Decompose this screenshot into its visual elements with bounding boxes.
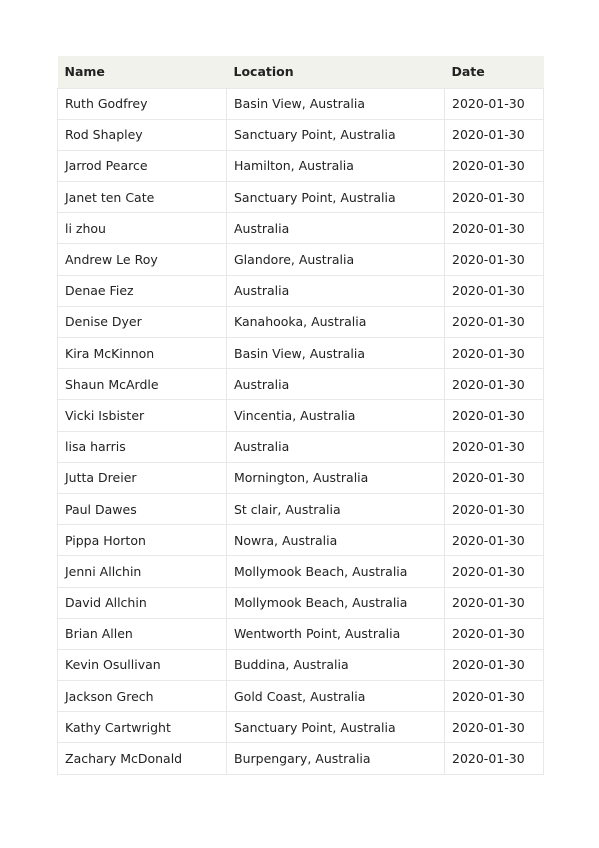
cell-date: 2020-01-30 [445,400,544,431]
cell-date: 2020-01-30 [445,306,544,337]
table-body [58,88,544,774]
cell-location: Sanctuary Point, Australia [227,119,445,150]
cell-location: Hamilton, Australia [227,150,445,181]
cell-name: Brian Allen [58,618,227,649]
cell-date: 2020-01-30 [445,681,544,712]
cell-location: Basin View, Australia [227,88,445,119]
cell-location: Australia [227,431,445,462]
table-row [58,306,544,337]
cell-location: Burpengary, Australia [227,743,445,774]
cell-name: Jackson Grech [58,681,227,712]
cell-name: Kira McKinnon [58,338,227,369]
header-name: Name [64,64,105,80]
cell-name: Andrew Le Roy [58,244,227,275]
cell-name: Kevin Osullivan [58,649,227,680]
table-row [58,743,544,774]
cell-date: 2020-01-30 [445,618,544,649]
table-row [58,182,544,213]
cell-name: Ruth Godfrey [58,88,227,119]
cell-date: 2020-01-30 [445,338,544,369]
cell-name: Jenni Allchin [58,556,227,587]
table-row [58,150,544,181]
cell-date: 2020-01-30 [445,556,544,587]
cell-date: 2020-01-30 [445,275,544,306]
table-row [58,400,544,431]
table-header [58,56,544,88]
cell-date: 2020-01-30 [445,150,544,181]
cell-name: lisa harris [58,431,227,462]
table-row [58,525,544,556]
cell-name: Kathy Cartwright [58,712,227,743]
cell-name: Denise Dyer [58,306,227,337]
header-location: Location [233,64,294,80]
cell-date: 2020-01-30 [445,213,544,244]
cell-date: 2020-01-30 [445,587,544,618]
table-row [58,649,544,680]
cell-date: 2020-01-30 [445,743,544,774]
cell-name: Vicki Isbister [58,400,227,431]
cell-name: Pippa Horton [58,525,227,556]
signatures-table-container [57,56,543,775]
cell-date: 2020-01-30 [445,712,544,743]
table-row [58,88,544,119]
table-row [58,369,544,400]
cell-location: Gold Coast, Australia [227,681,445,712]
cell-name: Rod Shapley [58,119,227,150]
table-row [58,338,544,369]
table-row [58,712,544,743]
table-row [58,462,544,493]
table-row [58,431,544,462]
cell-location: Mornington, Australia [227,462,445,493]
table-row [58,618,544,649]
cell-name: li zhou [58,213,227,244]
cell-name: David Allchin [58,587,227,618]
cell-date: 2020-01-30 [445,88,544,119]
cell-name: Paul Dawes [58,493,227,524]
cell-date: 2020-01-30 [445,244,544,275]
cell-name: Zachary McDonald [58,743,227,774]
table-header-row [58,56,544,88]
cell-date: 2020-01-30 [445,462,544,493]
table-row [58,119,544,150]
cell-date: 2020-01-30 [445,431,544,462]
cell-location: Australia [227,275,445,306]
cell-date: 2020-01-30 [445,525,544,556]
cell-location: Buddina, Australia [227,649,445,680]
cell-location: Sanctuary Point, Australia [227,182,445,213]
cell-location: Sanctuary Point, Australia [227,712,445,743]
cell-location: Basin View, Australia [227,338,445,369]
cell-name: Jutta Dreier [58,462,227,493]
cell-location: Vincentia, Australia [227,400,445,431]
cell-location: Mollymook Beach, Australia [227,587,445,618]
cell-date: 2020-01-30 [445,493,544,524]
cell-location: Australia [227,369,445,400]
cell-location: Kanahooka, Australia [227,306,445,337]
cell-location: Mollymook Beach, Australia [227,556,445,587]
cell-location: Glandore, Australia [227,244,445,275]
cell-name: Denae Fiez [58,275,227,306]
cell-name: Janet ten Cate [58,182,227,213]
cell-name: Jarrod Pearce [58,150,227,181]
cell-name: Shaun McArdle [58,369,227,400]
cell-location: Australia [227,213,445,244]
cell-location: Wentworth Point, Australia [227,618,445,649]
cell-location: St clair, Australia [227,493,445,524]
header-date: Date [451,64,485,80]
table-row [58,681,544,712]
table-row [58,213,544,244]
cell-date: 2020-01-30 [445,119,544,150]
cell-date: 2020-01-30 [445,369,544,400]
signatures-table [57,56,544,775]
table-row [58,587,544,618]
cell-date: 2020-01-30 [445,649,544,680]
table-row [58,275,544,306]
table-row [58,244,544,275]
cell-location: Nowra, Australia [227,525,445,556]
table-row [58,493,544,524]
table-row [58,556,544,587]
cell-date: 2020-01-30 [445,182,544,213]
